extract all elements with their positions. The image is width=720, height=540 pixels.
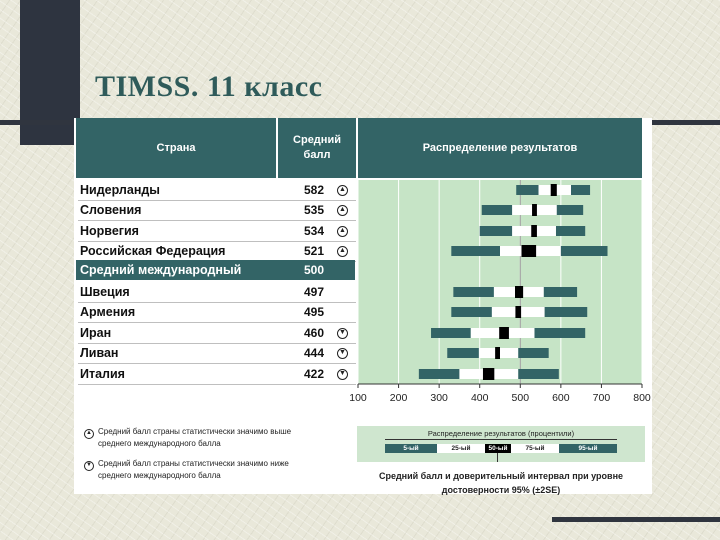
ci-mark xyxy=(515,286,523,298)
country-score: 534 xyxy=(303,224,325,238)
below-mean-icon: ▼ xyxy=(337,369,348,380)
x-tick-label-400: 400 xyxy=(470,392,489,404)
distribution-chart xyxy=(74,118,652,408)
ci-mark xyxy=(551,184,557,196)
ci-mark xyxy=(532,204,537,216)
international-score: 500 xyxy=(303,263,325,277)
country-name: Словения xyxy=(80,203,142,217)
results-panel xyxy=(74,118,652,494)
x-tick-label-800: 800 xyxy=(633,392,651,404)
ci-mark xyxy=(495,347,500,359)
bar-p5-p25 xyxy=(482,205,512,215)
legend-above-line2: среднего международного балла xyxy=(98,439,221,448)
percentile-95: 95-ый xyxy=(559,444,617,453)
country-score: 497 xyxy=(303,285,325,299)
bar-p5-p25 xyxy=(451,307,492,317)
above-mean-icon: ▲ xyxy=(337,205,348,216)
ci-mark xyxy=(499,327,509,339)
country-name: Армения xyxy=(80,305,136,319)
above-mean-icon: ▲ xyxy=(337,246,348,257)
bar-p5-p25 xyxy=(451,246,500,256)
x-tick-label-200: 200 xyxy=(389,392,408,404)
country-score: 582 xyxy=(303,183,325,197)
country-score: 495 xyxy=(303,305,325,319)
bar-p75-p95 xyxy=(571,185,590,195)
bar-p75-p95 xyxy=(518,369,559,379)
x-tick-label-700: 700 xyxy=(592,392,611,404)
percentile-50: 50-ый xyxy=(485,444,511,453)
legend-below xyxy=(98,458,289,482)
percentile-legend xyxy=(357,426,645,462)
bar-p75-p95 xyxy=(557,205,583,215)
ci-caption xyxy=(357,469,645,497)
above-mean-icon: ▲ xyxy=(337,185,348,196)
country-name: Италия xyxy=(80,367,125,381)
international-label: Средний международный xyxy=(80,263,242,277)
bar-p75-p95 xyxy=(534,328,585,338)
country-score: 535 xyxy=(303,203,325,217)
country-score: 521 xyxy=(303,244,325,258)
bar-p5-p25 xyxy=(480,226,512,236)
country-score: 422 xyxy=(303,367,325,381)
x-tick-label-500: 500 xyxy=(511,392,530,404)
below-mean-icon: ▼ xyxy=(337,348,348,359)
percentile-legend-title: Распределение результатов (процентили) xyxy=(427,429,575,438)
bar-p5-p25 xyxy=(431,328,471,338)
country-name: Российская Федерация xyxy=(80,244,226,258)
country-name: Нидерланды xyxy=(80,183,160,197)
bar-p75-p95 xyxy=(544,287,577,297)
header-distribution-label: Распределение результатов xyxy=(422,141,578,154)
bar-p75-p95 xyxy=(518,348,548,358)
decorative-rule-bottom xyxy=(552,517,720,522)
bar-p5-p25 xyxy=(447,348,479,358)
ci-caption-line1: Средний балл и доверительный интервал при уровне xyxy=(378,471,624,481)
below-mean-icon: ▼ xyxy=(84,461,94,471)
header-score-line2: балл xyxy=(303,149,331,161)
ci-mark xyxy=(483,368,494,380)
ci-mark xyxy=(531,225,537,237)
country-name: Норвегия xyxy=(80,224,139,238)
ci-mark xyxy=(515,306,521,318)
country-name: Иран xyxy=(80,326,112,340)
header-country-label: Страна xyxy=(156,141,196,154)
ci-caption-line2: достоверности 95% (±2SE) xyxy=(441,485,561,495)
percentile-legend-axis xyxy=(385,439,617,440)
legend-below-line1: Средний балл страны статистически значимо ниже xyxy=(98,459,289,468)
country-score: 460 xyxy=(303,326,325,340)
legend-above xyxy=(98,426,291,450)
country-name: Ливан xyxy=(80,346,119,360)
below-mean-icon: ▼ xyxy=(337,328,348,339)
bar-p75-p95 xyxy=(545,307,588,317)
ci-mark xyxy=(522,245,537,257)
x-tick-label-300: 300 xyxy=(430,392,448,404)
header-score-line1: Средний xyxy=(293,134,341,146)
country-name: Швеция xyxy=(80,285,130,299)
above-mean-icon: ▲ xyxy=(337,226,348,237)
above-mean-icon: ▲ xyxy=(84,429,94,439)
percentile-legend-pointer xyxy=(497,453,498,462)
x-tick-label-600: 600 xyxy=(552,392,570,404)
legend-above-line1: Средний балл страны статистически значимо выше xyxy=(98,427,292,436)
percentile-75: 75-ый xyxy=(511,444,559,453)
bar-p75-p95 xyxy=(556,226,585,236)
country-score: 444 xyxy=(303,346,325,360)
slide-title: TIMSS. 11 класс xyxy=(95,70,323,103)
bar-p5-p25 xyxy=(516,185,538,195)
bar-p5-p25 xyxy=(453,287,494,297)
percentile-5: 5-ый xyxy=(385,444,437,453)
x-tick-label-100: 100 xyxy=(349,392,367,404)
bar-p5-p25 xyxy=(419,369,460,379)
percentile-25: 25-ый xyxy=(437,444,485,453)
bar-p75-p95 xyxy=(561,246,608,256)
legend-below-line2: среднего международного балла xyxy=(98,471,221,480)
